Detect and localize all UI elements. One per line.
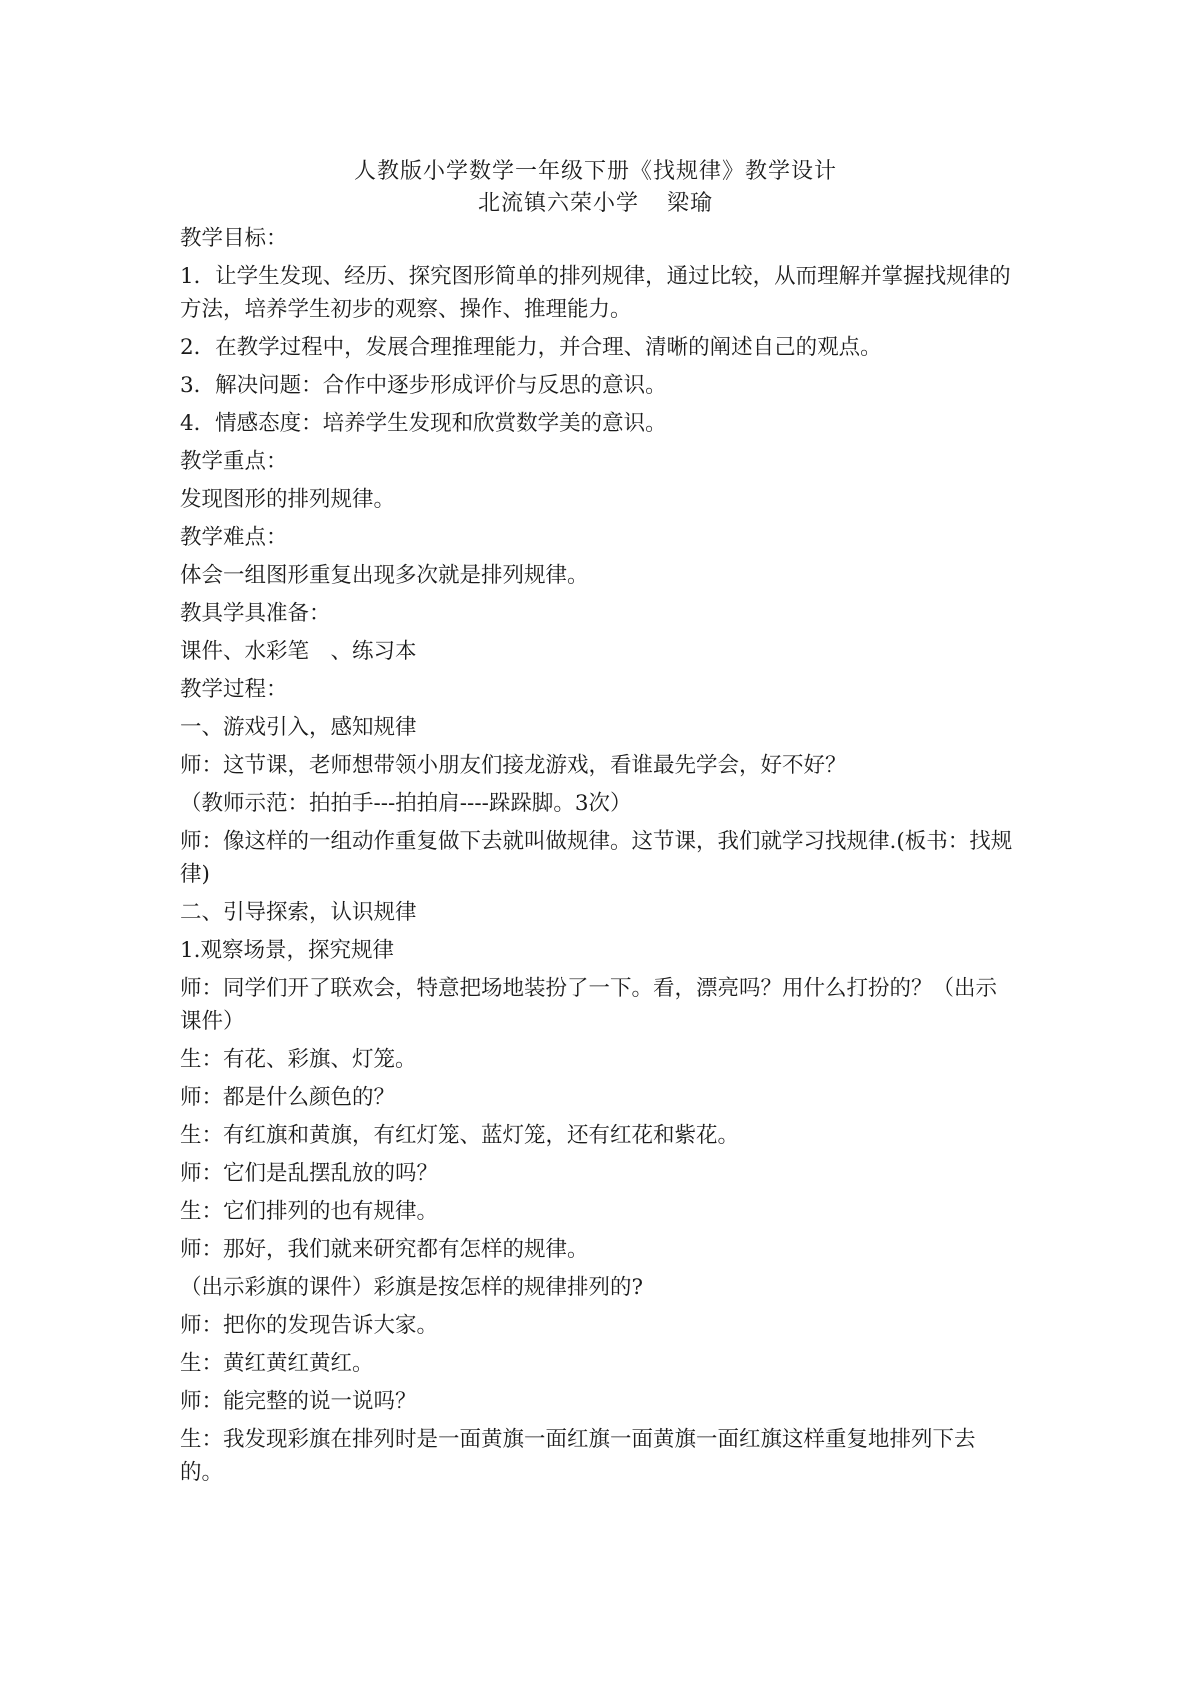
objective-4: 4．情感态度：培养学生发现和欣赏数学美的意识。 [180, 411, 667, 436]
difficulty-text: 体会一组图形重复出现多次就是排列规律。 [180, 563, 589, 588]
dialogue-line: 师：这节课，老师想带领小朋友们接龙游戏，看谁最先学会，好不好？ [180, 753, 847, 778]
section-heading-materials: 教具学具准备： [180, 601, 331, 626]
document-body [180, 222, 1018, 1494]
objective-3: 3．解决问题：合作中逐步形成评价与反思的意识。 [180, 373, 667, 398]
author-name: 梁瑜 [667, 191, 714, 216]
dialogue-line: 生：我发现彩旗在排列时是一面黄旗一面红旗一面黄旗一面红旗这样重复地排列下去的。 [180, 1427, 976, 1485]
document-title: 人教版小学数学一年级下册《找规律》教学设计 [353, 159, 837, 184]
dialogue-line: （出示彩旗的课件）彩旗是按怎样的规律排列的? [180, 1275, 644, 1300]
process-step-heading: 1.观察场景，探究规律 [180, 938, 395, 963]
dialogue-line: 师：它们是乱摆乱放的吗？ [180, 1161, 439, 1186]
dialogue-line: 生：黄红黄红黄红。 [180, 1351, 374, 1376]
process-part-2-heading: 二、引导探索，认识规律 [180, 900, 417, 925]
key-point-text: 发现图形的排列规律。 [180, 487, 396, 512]
objective-2: 2．在教学过程中，发展合理推理能力，并合理、清晰的阐述自己的观点。 [180, 335, 882, 360]
dialogue-line: 师：同学们开了联欢会，特意把场地装扮了一下。看，漂亮吗？用什么打扮的？（出示课件） [180, 976, 998, 1034]
dialogue-line: 生：它们排列的也有规律。 [180, 1199, 439, 1224]
materials-text: 课件、水彩笔 、练习本 [180, 639, 417, 664]
dialogue-line: 师：能完整的说一说吗？ [180, 1389, 417, 1414]
school-name: 北流镇六荣小学 [477, 191, 639, 216]
section-heading-key-points: 教学重点： [180, 449, 288, 474]
objective-1: 1．让学生发现、经历、探究图形简单的排列规律，通过比较，从而理解并掌握找规律的方法，培养学生初步的观察、操作、推理能力。 [180, 264, 1011, 322]
section-heading-process: 教学过程： [180, 677, 288, 702]
dialogue-line: 生：有红旗和黄旗，有红灯笼、蓝灯笼，还有红花和紫花。 [180, 1123, 740, 1148]
dialogue-line: 生：有花、彩旗、灯笼。 [180, 1047, 417, 1072]
dialogue-line: 师：像这样的一组动作重复做下去就叫做规律。这节课，我们就学习找规律.(板书：找规律) [180, 829, 1013, 887]
dialogue-line: （教师示范：拍拍手---拍拍肩----跺跺脚。3次） [180, 791, 632, 816]
process-part-1-heading: 一、游戏引入，感知规律 [180, 715, 417, 740]
section-heading-difficulties: 教学难点： [180, 525, 288, 550]
section-heading-objectives: 教学目标： [180, 226, 288, 251]
document-subtitle [0, 189, 1191, 219]
dialogue-line: 师：那好，我们就来研究都有怎样的规律。 [180, 1237, 589, 1262]
dialogue-line: 师：都是什么颜色的？ [180, 1085, 396, 1110]
dialogue-line: 师：把你的发现告诉大家。 [180, 1313, 439, 1338]
